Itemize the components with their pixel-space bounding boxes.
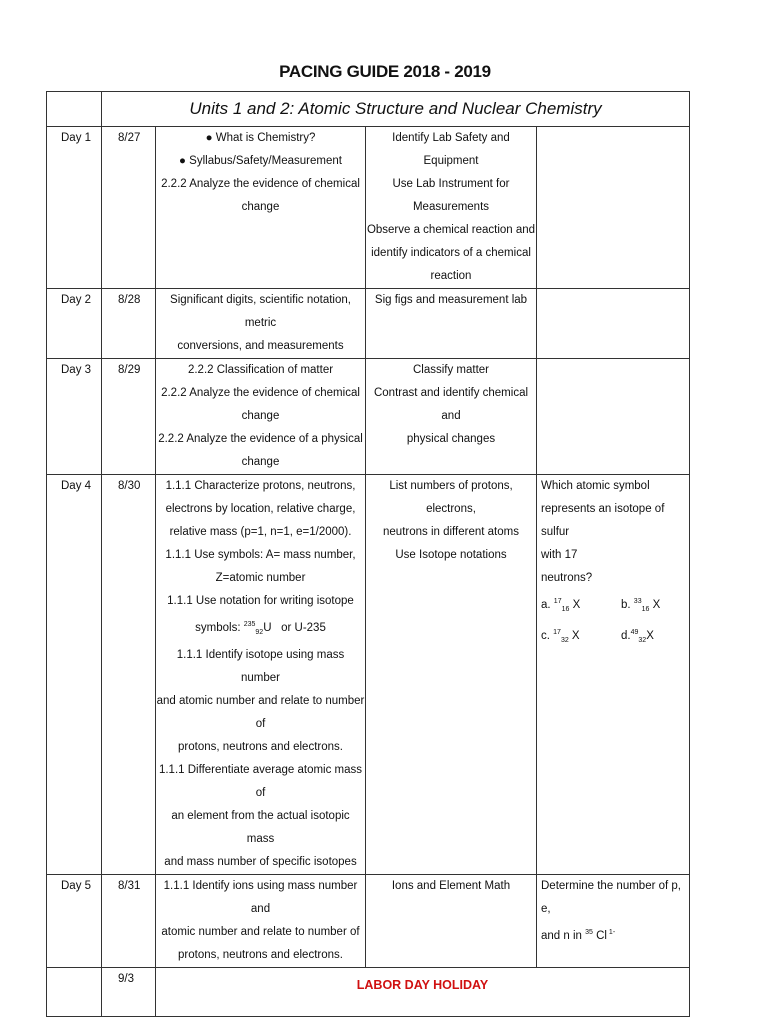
answer-options: [537, 590, 689, 621]
standard-line: 1.1.1 Identify ions using mass number and: [163, 880, 358, 916]
day-cell: [47, 968, 102, 1017]
standard-line: 2.2.2 Analyze the evidence of a physical: [158, 433, 363, 445]
date-cell: 8/28: [102, 289, 156, 359]
standard-line: protons, neutrons and electrons.: [178, 949, 343, 962]
standard-line: relative mass (p=1, n=1, e=1/2000).: [169, 526, 352, 538]
standards-cell: [156, 875, 366, 968]
standard-line: protons, neutrons and electrons.: [178, 741, 343, 754]
activity-line: Identify Lab Safety and Equipment: [392, 132, 510, 167]
question-cell: [537, 359, 690, 475]
standard-line: 1.1.1 Identify isotope using mass number: [176, 649, 345, 685]
holiday-label: LABOR DAY HOLIDAY: [156, 968, 690, 1017]
table-row: [47, 475, 690, 875]
pacing-table: [46, 91, 690, 1017]
standard-line: 1.1.1 Differentiate average atomic mass of: [158, 764, 363, 800]
isotope-symbol-line: [156, 613, 365, 644]
question-line: and n in $^{35}$ Cl $^{1-}$: [541, 929, 616, 942]
activity-line: Measurements: [412, 201, 490, 213]
standard-line: 2.2.2 Analyze the evidence of chemical: [161, 178, 360, 190]
day-cell: Day 3: [47, 359, 102, 475]
question-line: represents an isotope of sulfur: [541, 503, 665, 538]
element-symbol: U: [263, 621, 272, 634]
date-cell: 8/29: [102, 359, 156, 475]
unit-row: [47, 92, 690, 127]
day-cell: Day 4: [47, 475, 102, 875]
activity-line: Use Isotope notations: [395, 549, 507, 561]
activities-cell: [366, 475, 537, 875]
standard-line: 2.2.2 Classification of matter: [187, 364, 334, 376]
question-cell: [537, 875, 690, 968]
standard-line: conversions, and measurements: [177, 340, 344, 352]
question-cell: [537, 475, 690, 875]
question-line: neutrons?: [541, 572, 593, 584]
standard-line: 1.1.1 Use symbols: A= mass number,: [165, 549, 356, 561]
standards-cell: [156, 289, 366, 359]
question-line: with 17: [541, 549, 578, 561]
answer-option-b: b. $^{33}_{16}$ X: [621, 598, 661, 614]
day-cell: Day 5: [47, 875, 102, 968]
activity-line: Classify matter: [412, 364, 490, 376]
activity-line: Use Lab Instrument for: [392, 178, 510, 190]
day-cell: Day 1: [47, 127, 102, 289]
table-row: [47, 359, 690, 475]
standard-line: Z=atomic number: [215, 572, 306, 584]
standard-line: 1.1.1 Use notation for writing isotope: [167, 595, 354, 607]
answer-option-d: d.$^{49}_{32}$X: [621, 629, 654, 645]
table-row: [47, 968, 690, 1017]
page-title: PACING GUIDE 2018 - 2019: [279, 62, 491, 81]
standard-line: change: [241, 201, 280, 213]
answer-options: [537, 621, 689, 652]
activities-cell: [366, 359, 537, 475]
activity-line: neutrons in different atoms: [383, 526, 519, 538]
question-line: Which atomic symbol: [541, 480, 650, 492]
date-cell: 8/30: [102, 475, 156, 875]
standard-line: an element from the actual isotopic mass: [171, 810, 350, 846]
standard-line: 2.2.2 Analyze the evidence of chemical: [161, 387, 360, 399]
question-line: Determine the number of p, e,: [541, 880, 681, 916]
standards-cell: [156, 475, 366, 875]
standard-line: and atomic number and relate to number of: [156, 695, 365, 731]
question-cell: [537, 289, 690, 359]
answer-option-c: c. $^{17}_{32}$ X: [541, 629, 580, 645]
date-cell: 8/27: [102, 127, 156, 289]
standard-line: ● What is Chemistry?: [205, 132, 316, 144]
date-cell: 9/3: [102, 968, 156, 1017]
day-cell: Day 2: [47, 289, 102, 359]
table-row: [47, 875, 690, 968]
activity-line: reaction: [430, 270, 472, 282]
standard-line: atomic number and relate to number of: [161, 926, 360, 939]
activity-line: identify indicators of a chemical: [371, 247, 531, 259]
symbols-prefix: symbols:: [195, 621, 244, 634]
standards-cell: [156, 359, 366, 475]
standard-line: 1.1.1 Characterize protons, neutrons,: [165, 480, 356, 492]
date-cell: 8/31: [102, 875, 156, 968]
standard-line: change: [241, 456, 280, 468]
atomic-number: 92: [255, 629, 264, 637]
standard-line: and mass number of specific isotopes: [164, 856, 357, 869]
activity-line: Sig figs and measurement lab: [374, 294, 528, 306]
activities-cell: [366, 289, 537, 359]
standard-line: Significant digits, scientific notation, metric: [170, 294, 351, 329]
activity-line: Ions and Element Math: [391, 880, 511, 893]
activity-line: List numbers of protons, electrons,: [389, 480, 513, 515]
activity-line: Observe a chemical reaction and: [366, 224, 536, 236]
activities-cell: [366, 127, 537, 289]
mass-number: 235: [243, 621, 256, 628]
question-cell: [537, 127, 690, 289]
standard-line: electrons by location, relative charge,: [165, 503, 356, 515]
standards-cell: [156, 127, 366, 289]
symbols-suffix: or U-235: [271, 621, 326, 634]
table-row: [47, 289, 690, 359]
activities-cell: [366, 875, 537, 968]
activity-line: physical changes: [406, 433, 496, 445]
table-row: [47, 127, 690, 289]
activity-line: Contrast and identify chemical and: [373, 387, 529, 422]
standard-line: change: [241, 410, 280, 422]
unit-title: Units 1 and 2: Atomic Structure and Nuclear Chemistry: [102, 92, 690, 127]
standard-line: ● Syllabus/Safety/Measurement: [179, 155, 342, 167]
answer-option-a: a. $^{17}_{16}$ X: [541, 598, 581, 614]
